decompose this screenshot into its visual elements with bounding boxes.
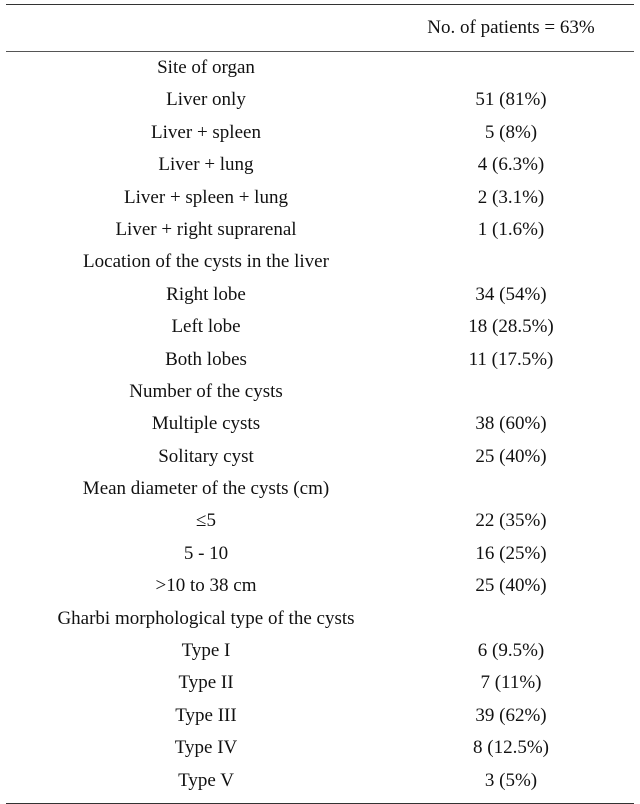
- row-value: 4 (6.3%): [477, 154, 545, 176]
- header-value-label: No. of patients = 63%: [427, 17, 595, 38]
- table-row: [6, 700, 634, 732]
- row-value: 51 (81%): [475, 89, 547, 111]
- row-label: Solitary cyst: [158, 445, 254, 467]
- table-row: [6, 279, 634, 311]
- row-value: 2 (3.1%): [477, 186, 545, 208]
- table-row: [6, 214, 634, 246]
- table-row: [6, 344, 634, 376]
- section-row: [6, 473, 634, 505]
- row-label: Type II: [178, 672, 234, 694]
- row-value: 22 (35%): [475, 510, 547, 532]
- row-label: Right lobe: [166, 283, 246, 305]
- table-row: [6, 538, 634, 570]
- table-header: [6, 5, 634, 51]
- section-row: [6, 52, 634, 84]
- row-label: Liver + lung: [158, 154, 254, 176]
- section-label: Mean diameter of the cysts (cm): [82, 478, 330, 500]
- row-label: Liver only: [166, 89, 246, 111]
- section-label: Gharbi morphological type of the cysts: [57, 607, 355, 629]
- row-label: >10 to 38 cm: [155, 575, 257, 597]
- row-label: 5 - 10: [183, 542, 229, 564]
- row-value: 18 (28.5%): [468, 316, 554, 338]
- data-table: [6, 4, 634, 804]
- section-label: Number of the cysts: [129, 380, 283, 402]
- table-row: [6, 182, 634, 214]
- table-row: [6, 635, 634, 667]
- row-value: 16 (25%): [475, 542, 547, 564]
- section-row: [6, 376, 634, 408]
- row-label: Type III: [175, 704, 237, 726]
- row-label: Liver + spleen: [151, 121, 261, 143]
- row-value: 25 (40%): [475, 445, 547, 467]
- table-row: [6, 570, 634, 602]
- table-row: [6, 505, 634, 537]
- section-label: Location of the cysts in the liver: [83, 251, 329, 273]
- table-row: [6, 441, 634, 473]
- table-row: [6, 408, 634, 440]
- row-label: Type IV: [174, 737, 238, 759]
- table-row: [6, 765, 634, 797]
- row-value: 1 (1.6%): [477, 218, 545, 240]
- row-label: ≤5: [196, 510, 216, 532]
- row-value: 7 (11%): [480, 672, 542, 694]
- row-label: Type V: [178, 769, 234, 791]
- row-value: 3 (5%): [484, 769, 538, 791]
- table-row: [6, 149, 634, 181]
- table-row: [6, 667, 634, 699]
- row-value: 34 (54%): [475, 283, 547, 305]
- row-label: Left lobe: [171, 316, 241, 338]
- table-row: [6, 117, 634, 149]
- row-value: 6 (9.5%): [477, 640, 545, 662]
- section-label: Site of organ: [157, 57, 255, 78]
- row-value: 38 (60%): [475, 413, 547, 435]
- row-value: 5 (8%): [484, 121, 538, 143]
- table-row: [6, 732, 634, 764]
- table-body: [6, 52, 634, 797]
- row-label: Liver + right suprarenal: [115, 218, 297, 240]
- row-value: 39 (62%): [475, 704, 547, 726]
- row-label: Multiple cysts: [151, 413, 261, 435]
- table-row: [6, 84, 634, 116]
- row-label: Liver + spleen + lung: [124, 186, 288, 208]
- table-row: [6, 311, 634, 343]
- row-value: 11 (17.5%): [468, 348, 554, 370]
- section-row: [6, 246, 634, 278]
- row-label: Type I: [181, 640, 231, 662]
- row-value: 8 (12.5%): [473, 737, 549, 759]
- row-value: 25 (40%): [475, 575, 547, 597]
- row-label: Both lobes: [165, 348, 247, 370]
- section-row: [6, 603, 634, 635]
